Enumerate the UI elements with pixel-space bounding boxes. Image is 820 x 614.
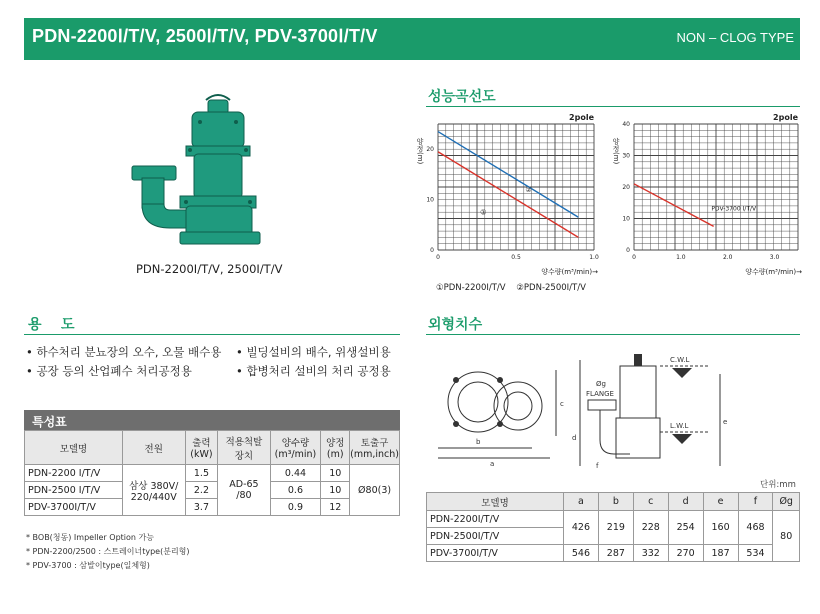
usage-item: • 합병처리 설비의 처리 공정용 (236, 364, 391, 378)
col-header: 양정 (m) (321, 431, 350, 465)
table-cell: AD-65 /80 (218, 465, 270, 516)
table-cell: 426 (564, 511, 599, 545)
series-label: PDV-3700 Ⅰ/T/V (711, 205, 757, 213)
x-tick-label: 0.5 (511, 254, 521, 261)
dim-label: f (596, 462, 599, 470)
pole-label: 2pole (569, 113, 594, 122)
product-caption: PDN-2200Ⅰ/T/V, 2500Ⅰ/T/V (136, 262, 283, 276)
table-cell: 219 (598, 511, 633, 545)
table-cell: PDV-3700Ⅰ/T/V (25, 499, 123, 516)
unit-label: 단위:mm (760, 480, 796, 490)
table-cell: 187 (703, 545, 738, 562)
note: * PDN-2200/2500 : 스트레이너type(분리형) (26, 547, 190, 556)
table-cell: PDN-2500Ⅰ/T/V (427, 528, 564, 545)
table-cell: 534 (738, 545, 773, 562)
legend-item: ②PDN-2500Ⅰ/T/V (516, 283, 586, 293)
table-cell: PDN-2500 Ⅰ/T/V (25, 482, 123, 499)
header-bar (24, 18, 800, 60)
table-cell: 80 (773, 511, 800, 562)
col-header: b (598, 493, 633, 511)
col-header: 모델명 (427, 493, 564, 511)
chart-grid (438, 124, 594, 250)
spec-title: 특성표 (32, 415, 67, 429)
col-header: 모델명 (25, 431, 123, 465)
performance-chart-left (410, 108, 606, 280)
table-cell: 0.6 (270, 482, 321, 499)
y-tick-label: 10 (622, 215, 630, 223)
col-header: Øg (773, 493, 800, 511)
table-cell: 삼상 380V/ 220/440V (122, 465, 185, 516)
col-header: 전원 (122, 431, 185, 465)
table-cell: 3.7 (185, 499, 218, 516)
table-cell: 10 (321, 482, 350, 499)
performance-legend (436, 283, 586, 293)
dim-label: c (560, 400, 564, 408)
table-cell: 1.5 (185, 465, 218, 482)
table-cell: 254 (668, 511, 703, 545)
y-tick-label: 40 (622, 121, 630, 128)
y-tick-label: 30 (622, 152, 630, 160)
col-header: e (703, 493, 738, 511)
col-header: 적용척탈 장치 (218, 431, 270, 465)
table-cell: 332 (633, 545, 668, 562)
chart-grid (634, 124, 798, 250)
table-cell: 270 (668, 545, 703, 562)
table-cell: 468 (738, 511, 773, 545)
series-label: ① (480, 208, 487, 217)
table-cell: 10 (321, 465, 350, 482)
spec-table (24, 430, 400, 516)
col-header: d (668, 493, 703, 511)
col-header: a (564, 493, 599, 511)
y-tick-label: 20 (426, 146, 434, 154)
col-header: c (633, 493, 668, 511)
table-cell: 0.9 (270, 499, 321, 516)
x-tick-label: 2.0 (722, 254, 733, 261)
dim-label: FLANGE (586, 390, 614, 398)
table-cell: Ø80(3) (350, 465, 400, 516)
table-cell: PDV-3700Ⅰ/T/V (427, 545, 564, 562)
dimensions-table (426, 492, 800, 562)
usage-item: • 하수처리 분뇨장의 오수, 오물 배수용 (26, 345, 222, 359)
y-tick-label: 10 (426, 196, 434, 204)
x-axis-label: 양수량(m³/min)→ (541, 268, 598, 276)
col-header: 출력 (kW) (185, 431, 218, 465)
legend-item: ①PDN-2200Ⅰ/T/V (436, 283, 506, 293)
performance-chart-right (606, 108, 806, 280)
table-cell: 12 (321, 499, 350, 516)
table-cell: 287 (598, 545, 633, 562)
series-line (634, 184, 714, 227)
col-header: 토출구 (mm,inch) (350, 431, 400, 465)
x-tick-label: 0 (436, 254, 440, 261)
y-axis-label: 양정(m) (612, 138, 620, 165)
dimensions-title: 외형치수 (428, 317, 483, 333)
divider (426, 334, 800, 335)
divider (426, 106, 800, 107)
dim-label: b (476, 438, 481, 446)
col-header: 양수량 (m³/min) (270, 431, 321, 465)
dimension-diagram (420, 340, 800, 470)
series-label: ② (525, 186, 532, 195)
table-cell: 160 (703, 511, 738, 545)
x-tick-label: 1.0 (676, 254, 686, 261)
y-tick-label: 0 (626, 247, 630, 254)
usage-item: • 빌딩설비의 배수, 위생설비용 (236, 345, 391, 359)
dim-label: e (723, 418, 728, 426)
dim-label: C.W.L (670, 356, 690, 364)
table-cell: 0.44 (270, 465, 321, 482)
dim-label: Øg (596, 380, 606, 388)
usage-item: • 공장 등의 산업폐수 처리공정용 (26, 364, 192, 378)
pole-label: 2pole (773, 113, 798, 122)
x-tick-label: 1.0 (589, 254, 599, 261)
x-tick-label: 0 (632, 254, 636, 261)
y-axis-label: 양정(m) (416, 138, 424, 165)
table-cell: 228 (633, 511, 668, 545)
page-title: PDN-2200Ⅰ/T/V, 2500Ⅰ/T/V, PDV-3700Ⅰ/T/V (32, 26, 378, 46)
x-axis-label: 양수량(m³/min)→ (745, 268, 802, 276)
type-label: NON – CLOG TYPE (676, 30, 794, 45)
performance-title: 성능곡선도 (428, 89, 496, 105)
dim-label: d (572, 434, 577, 442)
usage-title: 용 도 (28, 317, 75, 333)
divider (24, 334, 400, 335)
table-cell: PDN-2200 Ⅰ/T/V (25, 465, 123, 482)
col-header: f (738, 493, 773, 511)
table-cell: PDN-2200Ⅰ/T/V (427, 511, 564, 528)
x-tick-label: 3.0 (769, 254, 780, 261)
note: * BOB(청동) Impeller Option 가능 (26, 533, 154, 542)
y-tick-label: 20 (622, 184, 630, 191)
pump-illustration (120, 92, 300, 262)
y-tick-label: 0 (430, 247, 434, 254)
spec-title-bar (24, 410, 400, 430)
note: * PDV-3700 : 삼발이type(일체형) (26, 561, 150, 570)
table-cell: 2.2 (185, 482, 218, 499)
table-cell: 546 (564, 545, 599, 562)
dim-label: a (490, 460, 495, 468)
dim-label: L.W.L (670, 422, 689, 430)
